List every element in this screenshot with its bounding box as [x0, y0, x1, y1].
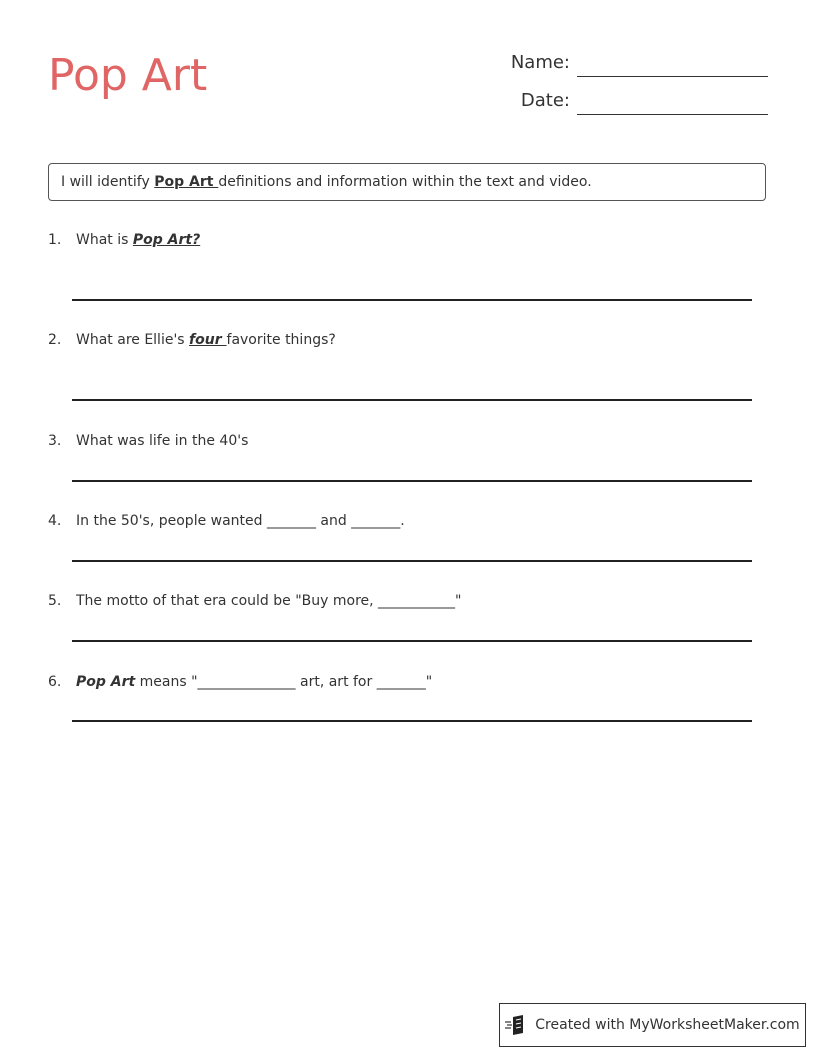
- objective-box: [48, 163, 766, 201]
- question-suffix: favorite things?: [226, 332, 336, 348]
- worksheet-maker-logo-icon: [505, 1014, 529, 1036]
- name-label: Name:: [510, 52, 570, 73]
- question-emphasis: Pop Art: [76, 674, 136, 690]
- question-2: [48, 332, 336, 348]
- question-emphasis: four: [189, 332, 227, 348]
- answer-line-1[interactable]: [72, 299, 752, 301]
- objective-suffix: definitions and information within the text and video.: [218, 174, 592, 190]
- question-number: 5.: [48, 593, 62, 609]
- name-field[interactable]: [490, 52, 770, 82]
- answer-line-2[interactable]: [72, 399, 752, 401]
- answer-line-6[interactable]: [72, 720, 752, 722]
- question-number: 2.: [48, 332, 62, 348]
- question-number: 1.: [48, 232, 62, 248]
- footer-text: Created with MyWorksheetMaker.com: [535, 1017, 800, 1033]
- question-number: 6.: [48, 674, 62, 690]
- date-label: Date:: [520, 90, 570, 111]
- objective-prefix: I will identify: [61, 174, 155, 190]
- question-number: 4.: [48, 513, 62, 529]
- footer-badge[interactable]: [499, 1003, 806, 1047]
- question-emphasis: Pop Art?: [132, 232, 201, 248]
- question-text: In the 50's, people wanted _______ and _______.: [76, 513, 405, 529]
- question-text: What was life in the 40's: [76, 433, 249, 449]
- objective-emphasis: Pop Art: [154, 174, 219, 190]
- question-text: What is: [76, 232, 133, 248]
- question-4: [48, 513, 405, 529]
- question-3: [48, 433, 248, 449]
- question-text: The motto of that era could be "Buy more, ___________": [76, 593, 462, 609]
- date-line[interactable]: [577, 114, 768, 115]
- question-number: 3.: [48, 433, 62, 449]
- question-suffix: means "______________ art, art for _______": [135, 674, 433, 690]
- answer-line-3[interactable]: [72, 480, 752, 482]
- question-6: [48, 674, 432, 690]
- answer-line-5[interactable]: [72, 640, 752, 642]
- answer-line-4[interactable]: [72, 560, 752, 562]
- question-5: [48, 593, 461, 609]
- question-1: [48, 232, 200, 248]
- question-text: What are Ellie's: [76, 332, 190, 348]
- page-title: Pop Art: [48, 50, 208, 101]
- name-line[interactable]: [577, 76, 768, 77]
- date-field[interactable]: [490, 90, 770, 120]
